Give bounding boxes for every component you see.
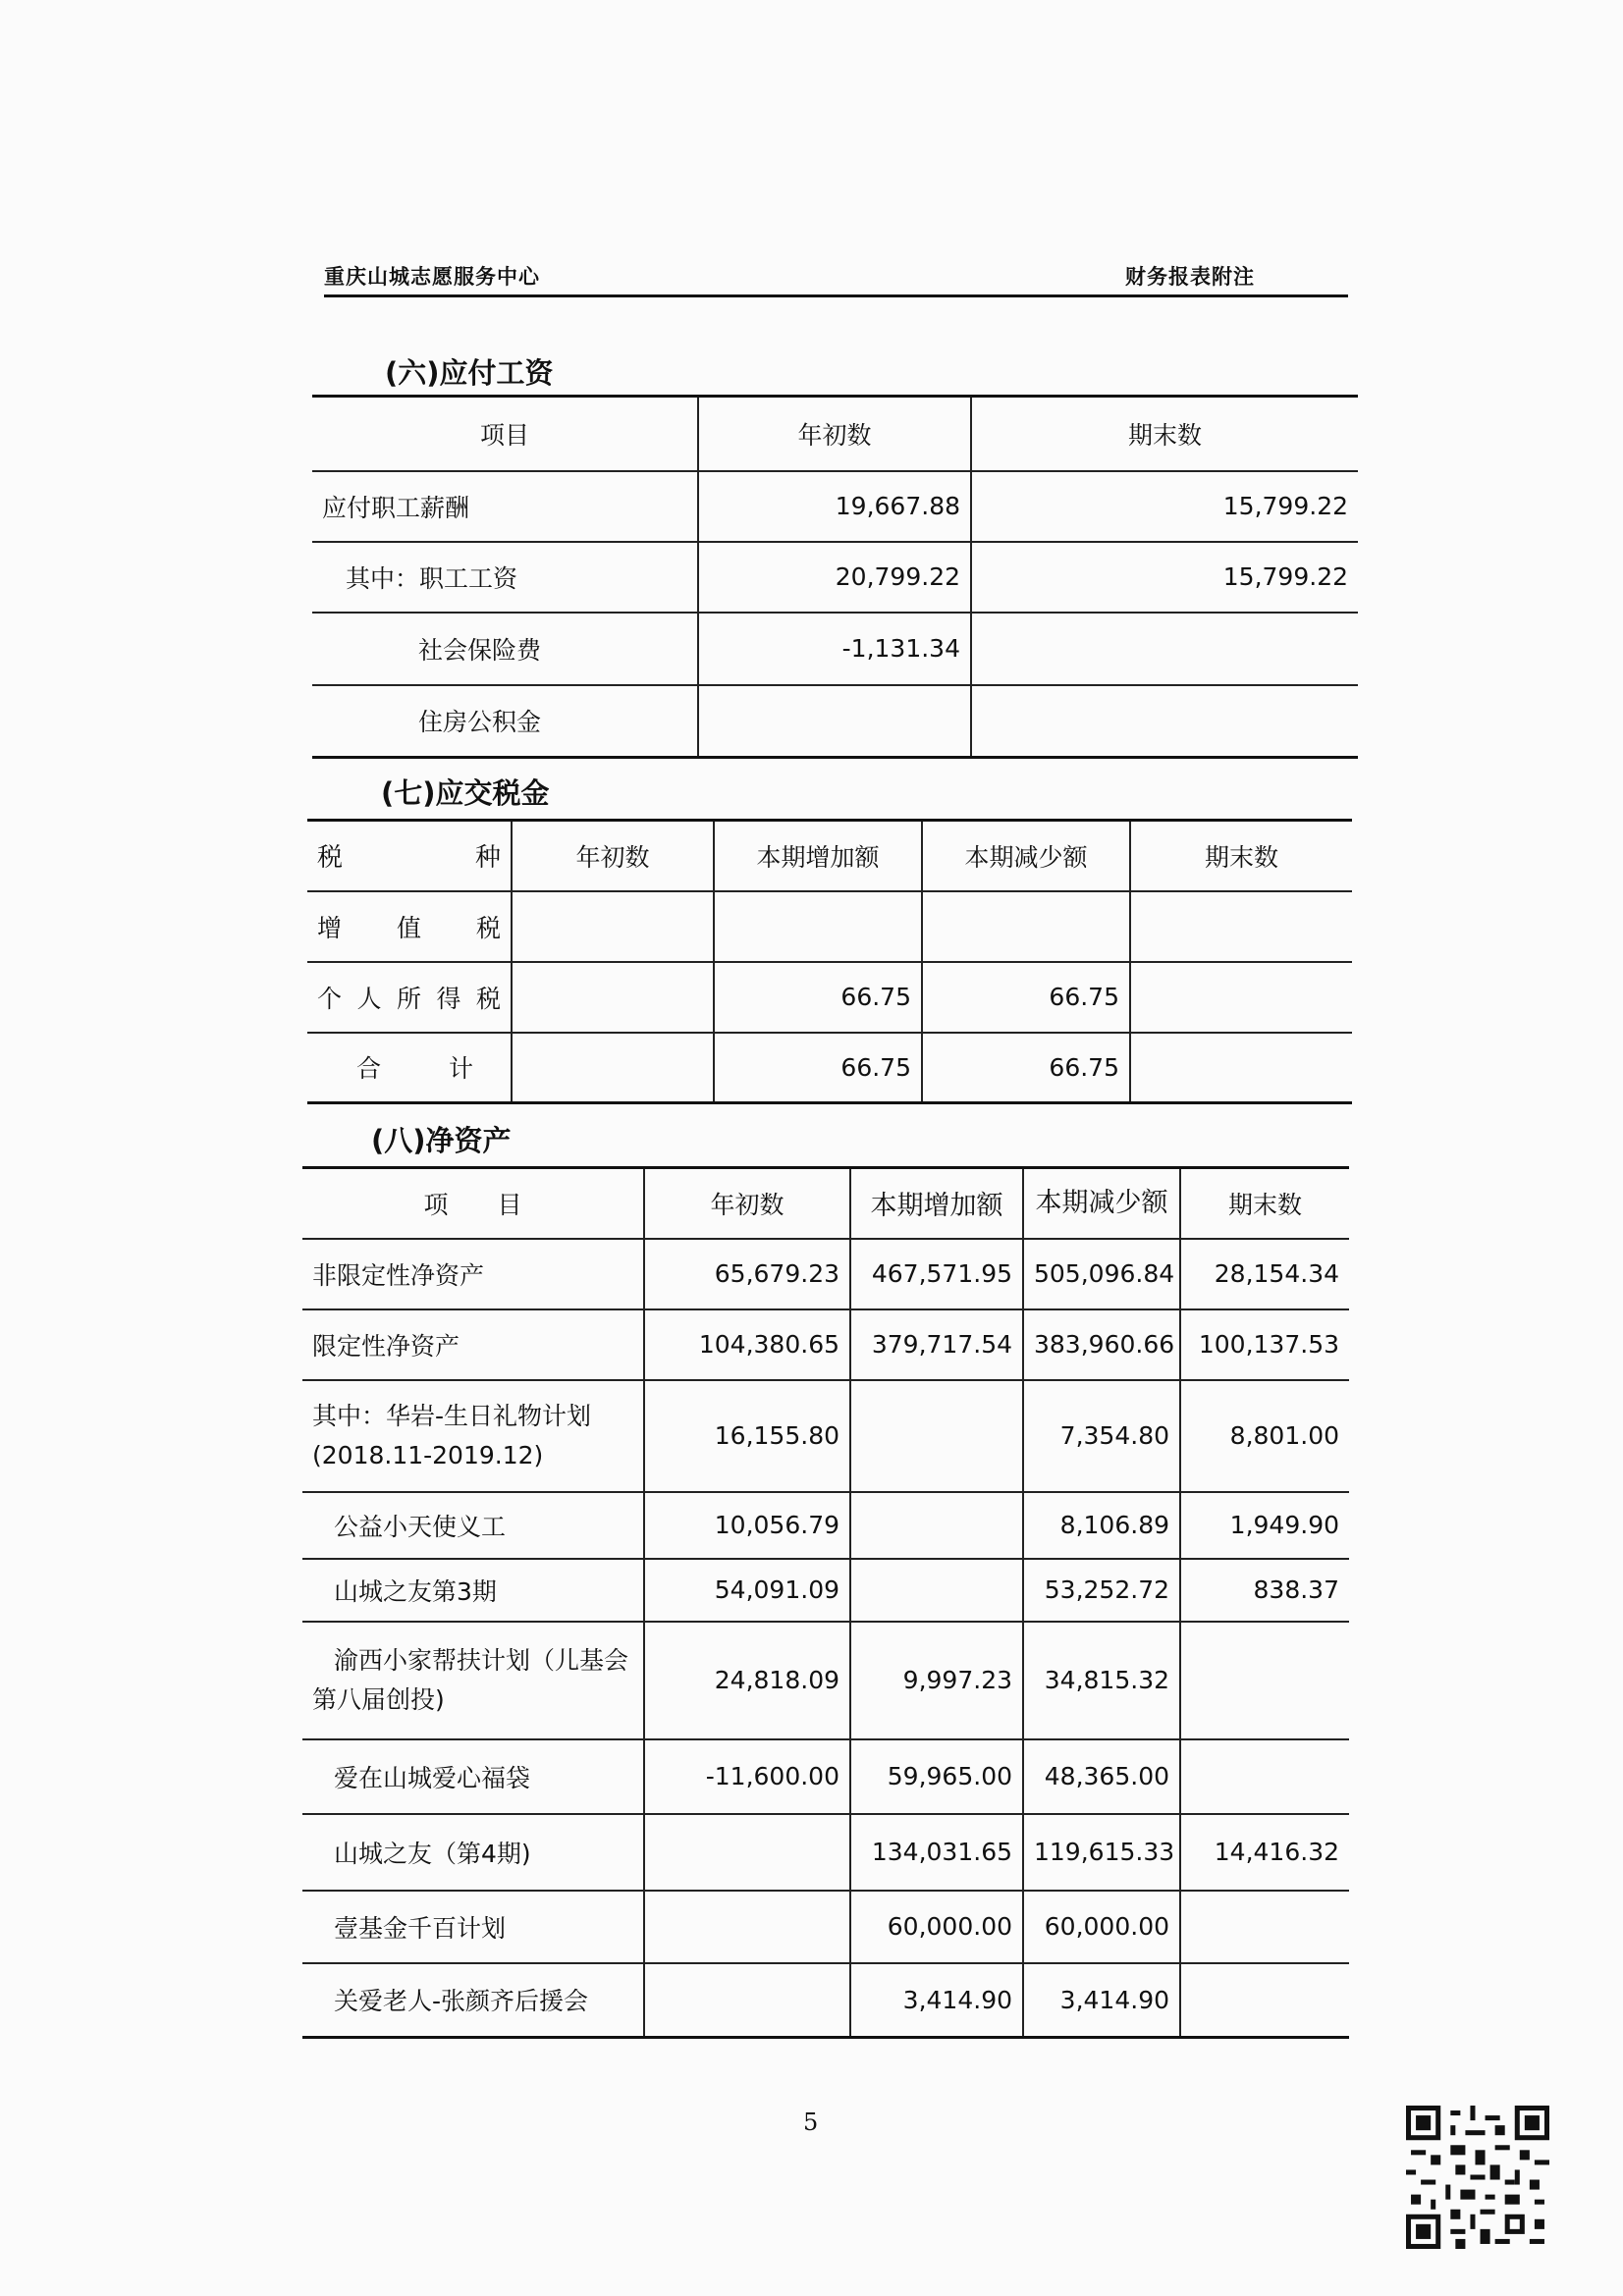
cell-decrease: 3,414.90: [1023, 1963, 1180, 2038]
table-row: [312, 685, 1358, 758]
col-header-end: 期末数: [1180, 1168, 1349, 1239]
table-row: [302, 1891, 1349, 1963]
row-label: 住房公积金: [312, 685, 698, 758]
table-row: [302, 1814, 1349, 1891]
row-label: [302, 1622, 644, 1739]
col-header-decrease: 本期减少额: [922, 821, 1130, 891]
cell-begin: -11,600.00: [644, 1739, 850, 1814]
cell-end: [971, 685, 1358, 758]
row-label-line1: 其中：华岩-生日礼物计划: [312, 1401, 592, 1430]
cell-end: 28,154.34: [1180, 1239, 1349, 1309]
section-title-net-assets: (八)净资产: [371, 1124, 512, 1157]
cell-begin: -1,131.34: [698, 613, 971, 685]
taxes-table: [307, 819, 1352, 1104]
cell-begin: 104,380.65: [644, 1309, 850, 1380]
row-label-line1: 渝西小家帮扶计划（儿基会: [334, 1645, 629, 1675]
row-label: 非限定性净资产: [302, 1239, 644, 1309]
cell-increase: [850, 1380, 1023, 1492]
cell-decrease: 34,815.32: [1023, 1622, 1180, 1739]
table-row: [302, 1492, 1349, 1559]
cell-begin: 54,091.09: [644, 1559, 850, 1622]
cell-begin: 19,667.88: [698, 471, 971, 542]
document-title: 财务报表附注: [1125, 265, 1255, 289]
cell-increase: 379,717.54: [850, 1309, 1023, 1380]
table-row: [307, 962, 1352, 1033]
table-row: [302, 1963, 1349, 2038]
col-header-item: 项目: [312, 397, 698, 471]
col-header-begin: 年初数: [644, 1168, 850, 1239]
section-title-taxes: (七)应交税金: [381, 776, 550, 810]
row-label: 合计: [307, 1033, 512, 1103]
table-row: [302, 1622, 1349, 1739]
cell-begin: [512, 1033, 714, 1103]
row-label: 爱在山城爱心福袋: [302, 1739, 644, 1814]
cell-end: [1180, 1739, 1349, 1814]
cell-end: 1,949.90: [1180, 1492, 1349, 1559]
cell-increase: 60,000.00: [850, 1891, 1023, 1963]
cell-begin: [512, 891, 714, 962]
cell-begin: [644, 1814, 850, 1891]
cell-begin: 20,799.22: [698, 542, 971, 613]
cell-begin: 24,818.09: [644, 1622, 850, 1739]
cell-end: [1180, 1963, 1349, 2038]
row-label: 关爱老人-张颜齐后援会: [302, 1963, 644, 2038]
cell-increase: [714, 891, 922, 962]
row-label: 其中：职工工资: [312, 542, 698, 613]
row-label: 社会保险费: [312, 613, 698, 685]
page-header: [324, 261, 1348, 297]
net-assets-table: [302, 1166, 1349, 2039]
organization-name: 重庆山城志愿服务中心: [324, 265, 540, 289]
cell-decrease: 383,960.66: [1023, 1309, 1180, 1380]
cell-begin: [512, 962, 714, 1033]
cell-end: 15,799.22: [971, 471, 1358, 542]
page-number: 5: [803, 2109, 819, 2136]
col-header-end: 期末数: [971, 397, 1358, 471]
cell-increase: 59,965.00: [850, 1739, 1023, 1814]
table-row: [302, 1380, 1349, 1492]
cell-decrease: 8,106.89: [1023, 1492, 1180, 1559]
table-row: [307, 891, 1352, 962]
cell-increase: 66.75: [714, 962, 922, 1033]
cell-decrease: 7,354.80: [1023, 1380, 1180, 1492]
qr-code-icon: [1406, 2103, 1549, 2252]
cell-decrease: [922, 891, 1130, 962]
cell-end: [1180, 1891, 1349, 1963]
row-label: 限定性净资产: [302, 1309, 644, 1380]
row-label-line2: 第八届创投): [312, 1684, 445, 1714]
row-label-line2: (2018.11-2019.12): [312, 1440, 544, 1469]
cell-increase: 467,571.95: [850, 1239, 1023, 1309]
row-label: 应付职工薪酬: [312, 471, 698, 542]
table-row: [307, 1033, 1352, 1103]
table-row: [302, 1309, 1349, 1380]
cell-end: [1130, 1033, 1352, 1103]
cell-begin: 10,056.79: [644, 1492, 850, 1559]
table-row: [302, 1739, 1349, 1814]
row-label: 山城之友第3期: [302, 1559, 644, 1622]
row-label: 壹基金千百计划: [302, 1891, 644, 1963]
cell-increase: [850, 1492, 1023, 1559]
cell-end: [1130, 891, 1352, 962]
table-row: [312, 613, 1358, 685]
col-header-begin: 年初数: [698, 397, 971, 471]
payroll-table: [312, 395, 1358, 759]
cell-end: [1180, 1622, 1349, 1739]
cell-increase: 3,414.90: [850, 1963, 1023, 2038]
cell-decrease: 505,096.84: [1023, 1239, 1180, 1309]
cell-begin: 16,155.80: [644, 1380, 850, 1492]
table-row: [302, 1239, 1349, 1309]
row-label: 公益小天使义工: [302, 1492, 644, 1559]
cell-end: 838.37: [1180, 1559, 1349, 1622]
cell-begin: [698, 685, 971, 758]
cell-increase: 9,997.23: [850, 1622, 1023, 1739]
col-header-increase: 本期增加额: [850, 1168, 1023, 1239]
row-label: 增值税: [307, 891, 512, 962]
cell-increase: 66.75: [714, 1033, 922, 1103]
col-header-item: 项 目: [302, 1168, 644, 1239]
col-header-end: 期末数: [1130, 821, 1352, 891]
cell-end: [1130, 962, 1352, 1033]
row-label: 个人所得税: [307, 962, 512, 1033]
table-row: [312, 471, 1358, 542]
table-row: [312, 542, 1358, 613]
cell-end: 8,801.00: [1180, 1380, 1349, 1492]
cell-end: [971, 613, 1358, 685]
col-header-decrease: 本期减少额: [1023, 1168, 1180, 1239]
cell-decrease: 60,000.00: [1023, 1891, 1180, 1963]
cell-begin: 65,679.23: [644, 1239, 850, 1309]
cell-increase: 134,031.65: [850, 1814, 1023, 1891]
cell-decrease: 66.75: [922, 962, 1130, 1033]
table-row: [302, 1559, 1349, 1622]
col-header-tax-type: 税种: [307, 821, 512, 891]
col-header-increase: 本期增加额: [714, 821, 922, 891]
cell-increase: [850, 1559, 1023, 1622]
row-label: [302, 1380, 644, 1492]
cell-decrease: 53,252.72: [1023, 1559, 1180, 1622]
section-title-payroll: (六)应付工资: [385, 356, 554, 390]
cell-end: 100,137.53: [1180, 1309, 1349, 1380]
cell-end: 14,416.32: [1180, 1814, 1349, 1891]
cell-end: 15,799.22: [971, 542, 1358, 613]
cell-decrease: 48,365.00: [1023, 1739, 1180, 1814]
col-header-begin: 年初数: [512, 821, 714, 891]
cell-decrease: 66.75: [922, 1033, 1130, 1103]
cell-begin: [644, 1891, 850, 1963]
cell-begin: [644, 1963, 850, 2038]
row-label: 山城之友（第4期): [302, 1814, 644, 1891]
cell-decrease: 119,615.33: [1023, 1814, 1180, 1891]
